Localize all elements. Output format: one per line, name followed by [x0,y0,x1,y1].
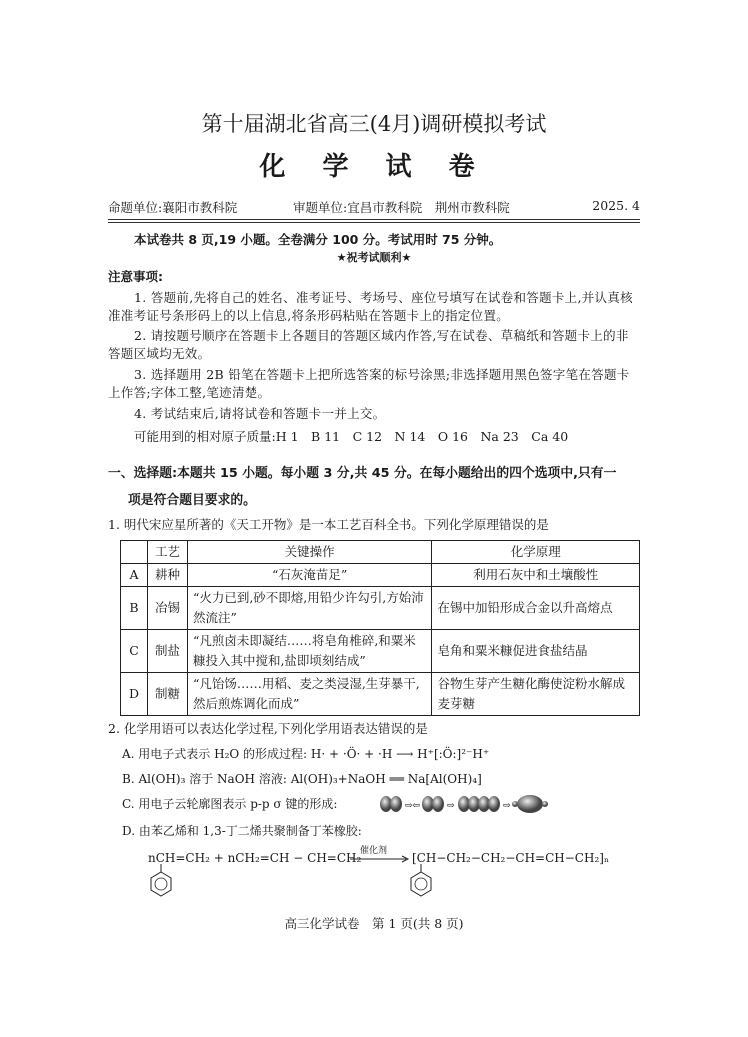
section-heading: 一、选择题:本题共 15 小题。每小题 3 分,共 45 分。在每小题给出的四个选项中,只有一 [108,466,617,481]
table-cell: B [121,587,148,630]
table-cell: 冶锡 [147,587,187,630]
reaction-arrow-icon [350,855,410,863]
option-a-label: A. 用电子式表示 H₂O 的形成过程: [122,747,308,761]
benzene-ring-icon [148,864,178,904]
table-cell: 制糖 [147,673,187,716]
option-a-formula: H· + ·Ö· + ·H ⟶ H⁺[:Ö:]²⁻H⁺ [310,747,490,761]
header-rule [108,222,640,223]
table-cell: 谷物生芽产生糖化酶使淀粉水解成麦芽糖 [432,673,640,716]
subject-title: 化 学 试 卷 [259,152,489,182]
d-reactants: nCH=CH₂ + nCH₂=CH − CH=CH₂ [148,851,362,865]
benzene-ring-icon [408,864,438,904]
review-unit: 审题单位:宜昌市教科院 荆州市教科院 [293,200,510,215]
section-heading-cont: 项是符合题目要求的。 [128,493,256,508]
table-row [121,564,640,587]
notice-item: 2. 请按题号顺序在答题卡上各题目的答题区域内作答,写在试卷、草稿纸和答题卡上的非答题区域均无效。 [108,328,629,361]
q2-option-d [122,822,362,839]
table-row [121,587,640,630]
exam-date: 2025. 4 [592,198,640,213]
table-cell: 在锡中加铅形成合金以升高熔点 [432,587,640,630]
q2-option-c [122,795,337,812]
table-cell: A [121,564,148,587]
table-cell: D [121,673,148,716]
table-cell: 制盐 [147,630,187,673]
table-row [121,630,640,673]
table-header: 工艺 [147,541,187,564]
notice-title: 注意事项: [108,269,163,284]
catalyst-label: 催化剂 [360,846,388,856]
svg-text:⇨: ⇨ [447,801,455,811]
d-product: [CH−CH₂−CH₂−CH=CH−CH₂]ₙ [412,851,610,865]
notice-item: 4. 考试结束后,请将试卷和答题卡一并上交。 [134,406,386,421]
notice-item: 1. 答题前,先将自己的姓名、准考证号、考场号、座位号填写在试卷和答题卡上,并认真核准准考证号条形码上的以上信息,将条形码粘贴在答题卡上的指定位置。 [108,290,633,323]
option-b-label: B. Al(OH)₃ 溶于 NaOH 溶液: [122,772,287,786]
q2-option-b [122,770,482,787]
table-cell: “凡饴饧……用稻、麦之类浸湿,生芽暴干,然后煎炼调化而成” [187,673,432,716]
electron-cloud-diagram [378,794,548,814]
wish-text: ★祝考试顺利★ [336,251,412,264]
table-header [121,541,148,564]
q2-stem: 2. 化学用语可以表达化学过程,下列化学用语表达错误的是 [108,721,428,736]
exam-summary: 本试卷共 8 页,19 小题。全卷满分 100 分。考试用时 75 分钟。 [134,232,502,247]
author-unit: 命题单位:襄阳市教科院 [108,200,238,215]
exam-title: 第十届湖北省高三(4月)调研模拟考试 [201,112,547,136]
q1-stem: 1. 明代宋应星所著的《天工开物》是一本工艺百科全书。下列化学原理错误的是 [108,517,549,532]
option-d-label: D. 由苯乙烯和 1,3-丁二烯共聚制备丁苯橡胶: [122,824,362,838]
atomic-masses: 可能用到的相对原子质量:H 1 B 11 C 12 N 14 O 16 Na 23 Ca 40 [134,429,569,444]
table-header: 化学原理 [432,541,640,564]
table-cell: C [121,630,148,673]
notice-item: 3. 选择题用 2B 铅笔在答题卡上把所选答案的标号涂黑;非选择题用黑色签字笔在答题卡上作答;字体工整,笔迹清楚。 [108,367,630,400]
table-cell: 利用石灰中和土壤酸性 [432,564,640,587]
table-row [121,673,640,716]
table-cell: “凡煎卤未即凝结……将皂角椎碎,和粟米糠投入其中搅和,盐即顷刻结成” [187,630,432,673]
table-header-row [121,541,640,564]
table-cell: “火力已到,砂不即熔,用铅少许勾引,方始沛然流注” [187,587,432,630]
option-c-label: C. 用电子云轮廓图表示 p-p σ 键的形成: [122,797,338,811]
svg-text:⇨: ⇨ [503,801,511,811]
header-rule [108,219,640,220]
table-cell: 耕种 [147,564,187,587]
table-cell: “石灰淹苗足” [187,564,432,587]
option-b-formula: Al(OH)₃+NaOH ══ Na[Al(OH)₄] [290,772,482,786]
table-header: 关键操作 [187,541,432,564]
q2-option-a [122,745,489,762]
page-footer: 高三化学试卷 第 1 页(共 8 页) [284,916,464,931]
svg-text:⇨⇦: ⇨⇦ [405,801,421,811]
q1-table [120,540,640,716]
table-cell: 皂角和粟米糠促进食盐结晶 [432,630,640,673]
